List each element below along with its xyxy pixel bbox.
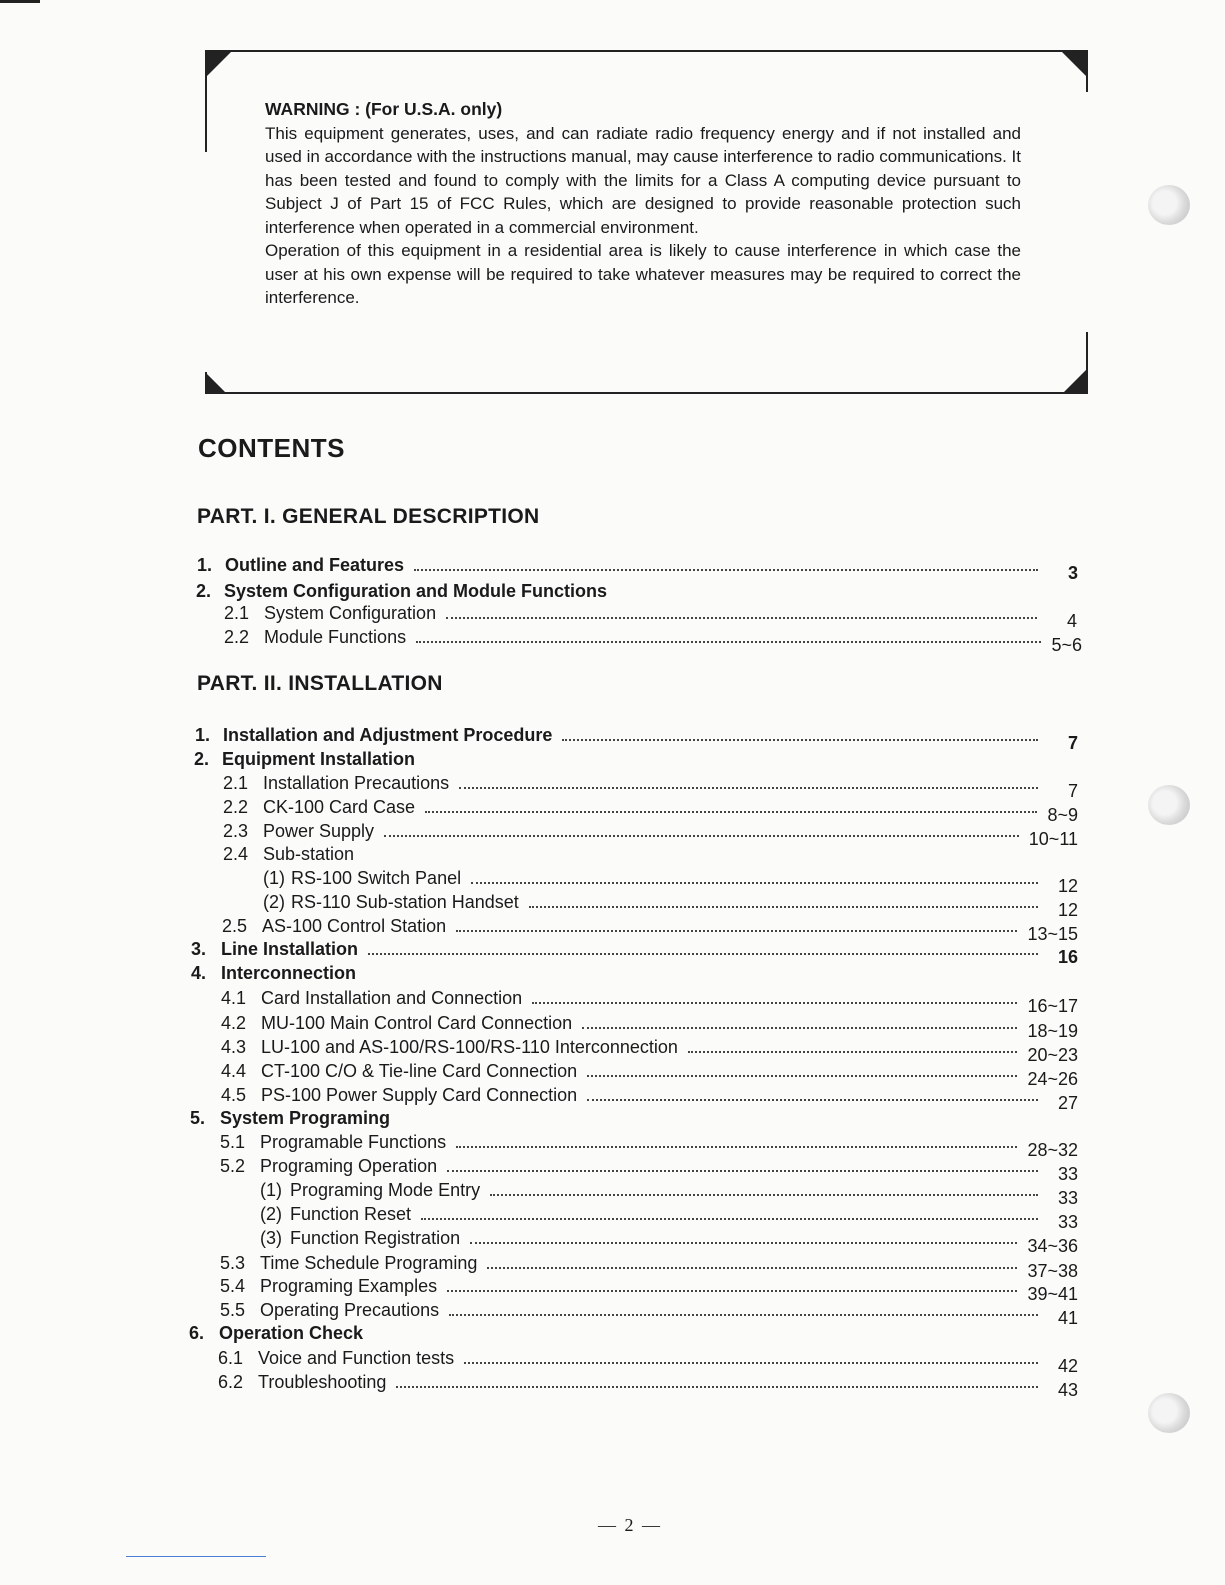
toc-entry[interactable] [220,1129,1078,1160]
corner-mark [205,52,231,78]
toc-entry[interactable] [190,1105,1078,1129]
toc-number: 1. [197,555,213,575]
toc-title: Time Schedule Programing [260,1253,478,1273]
toc-number: 2. [194,749,210,769]
toc-title: Programing Examples [260,1276,438,1296]
toc-entry[interactable] [191,936,1078,967]
toc-page: 39~41 [1027,1284,1078,1304]
toc-page: 8~9 [1047,805,1078,825]
toc-title: Installation and Adjustment Procedure [223,725,553,745]
dot-leader [446,617,1037,619]
toc-page: 10~11 [1028,829,1078,849]
toc-page: 24~26 [1027,1069,1078,1089]
toc-entry[interactable] [191,960,1078,984]
warning-text [265,98,1021,310]
toc-number: 5.5 [220,1300,246,1320]
dot-leader [447,1170,1038,1172]
dot-leader [449,1314,1038,1316]
toc-page: 3 [1067,563,1078,583]
toc-number: 4. [191,963,207,983]
toc-entry[interactable] [189,1320,1078,1344]
warning-title: WARNING : (For U.S.A. only) [265,99,503,119]
toc-page: 12 [1057,900,1078,920]
dot-leader [456,1146,1017,1148]
toc-entry[interactable] [223,770,1078,801]
toc-entry[interactable] [220,1273,1078,1304]
toc-number: 3. [191,939,207,959]
toc-title: Card Installation and Connection [261,988,523,1008]
toc-number: 4.2 [221,1013,247,1033]
toc-page: 16 [1057,947,1078,967]
dot-leader [688,1051,1018,1053]
toc-title: RS-100 Switch Panel [291,868,462,888]
toc-number: 5. [190,1108,206,1128]
warning-box [205,50,1088,394]
toc-title: AS-100 Control Station [262,916,447,936]
toc-number: 2.4 [223,844,249,864]
toc-page: 33 [1057,1188,1078,1208]
toc-title: Equipment Installation [222,749,416,769]
warning-paragraph-1: This equipment generates, uses, and can radiate radio frequency energy and if not installed and used in accordance with the instructions manual, may cause interference to radio communications. It has been tested and found to comply with the limits for a Class A computing device pursuant to Subject J of Part 15 of FCC Rules, which are designed to provide reasonable protection such interference when operated in a commercial environment. [265,123,1021,237]
toc-number: 2. [196,581,212,601]
toc-page: 33 [1057,1164,1078,1184]
dot-leader [414,569,1038,571]
toc-number: (1) [263,868,285,888]
toc-entry[interactable] [222,913,1078,944]
toc-entry[interactable] [220,1250,1078,1281]
toc-number: 4.5 [221,1085,247,1105]
warning-paragraph-2: Operation of this equipment in a residential area is likely to cause interference in which case the user at his own expense will be required to take whatever measures may be required to correct the interference. [265,241,1021,307]
dot-leader [532,1002,1017,1004]
dot-leader [587,1099,1038,1101]
part-heading: PART. II. INSTALLATION [197,672,443,695]
toc-entry[interactable] [260,1201,1078,1232]
toc-entry[interactable] [224,600,1077,631]
toc-page: 13~15 [1027,924,1078,944]
toc-title: Operation Check [219,1323,364,1343]
toc-title: Function Reset [290,1204,412,1224]
toc-number: 6.1 [218,1348,244,1368]
toc-title: RS-110 Sub-station Handset [291,892,519,912]
toc-page: 18~19 [1027,1021,1078,1041]
toc-entry[interactable] [221,1034,1078,1065]
toc-page: 16~17 [1027,996,1078,1016]
toc-page: 5~6 [1051,635,1082,655]
toc-title: MU-100 Main Control Card Connection [261,1013,573,1033]
toc-title: System Configuration [264,603,437,623]
toc-number: 5.1 [220,1132,246,1152]
contents-heading: CONTENTS [198,433,345,463]
toc-entry[interactable] [195,722,1078,753]
toc-entry[interactable] [197,552,1078,583]
toc-entry[interactable] [221,1010,1078,1041]
toc-number: (3) [260,1228,282,1248]
toc-title: Operating Precautions [260,1300,440,1320]
toc-title: System Configuration and Module Functions [224,581,608,601]
toc-number: 5.4 [220,1276,246,1296]
toc-page: 27 [1057,1093,1078,1113]
dot-leader [587,1075,1017,1077]
toc-entry[interactable] [221,1058,1078,1089]
toc-number: (2) [260,1204,282,1224]
toc-title: LU-100 and AS-100/RS-100/RS-110 Interconnection [261,1037,678,1057]
punch-hole [1148,1393,1190,1433]
toc-page: 12 [1057,876,1078,896]
toc-title: Installation Precautions [263,773,450,793]
toc-page: 4 [1066,611,1077,631]
dot-leader [470,1242,1017,1244]
toc-page: 43 [1057,1380,1078,1400]
toc-title: System Programing [220,1108,391,1128]
part-heading: PART. I. GENERAL DESCRIPTION [197,505,540,528]
corner-mark [205,372,225,392]
toc-title: CT-100 C/O & Tie-line Card Connection [261,1061,578,1081]
toc-title: Outline and Features [225,555,405,575]
page-number: — 2 — [598,1515,662,1535]
toc-page: 7 [1067,733,1078,753]
toc-title: Troubleshooting [258,1372,387,1392]
toc-page: 42 [1057,1356,1078,1376]
toc-page: 20~23 [1027,1045,1078,1065]
dot-leader [490,1194,1038,1196]
dot-leader [582,1027,1017,1029]
toc-entry[interactable] [218,1369,1078,1400]
toc-number: 1. [195,725,211,745]
toc-title: Voice and Function tests [258,1348,455,1368]
toc-number: 2.2 [224,627,250,647]
toc-entry[interactable] [223,794,1078,825]
punch-hole [1148,185,1190,225]
toc-entry[interactable] [221,1082,1078,1113]
toc-page: 34~36 [1027,1236,1078,1256]
toc-page: 7 [1067,781,1078,801]
toc-entry[interactable] [260,1225,1078,1256]
dot-leader [447,1290,1017,1292]
toc-number: 6.2 [218,1372,244,1392]
box-edge [1086,332,1088,392]
toc-title: Power Supply [263,821,375,841]
toc-entry[interactable] [263,889,1078,920]
toc-title: Programing Mode Entry [290,1180,481,1200]
dot-leader [464,1362,1038,1364]
toc-title: PS-100 Power Supply Card Connection [261,1085,578,1105]
toc-entry[interactable] [263,865,1078,896]
toc-number: 6. [189,1323,205,1343]
dot-leader [471,882,1038,884]
dot-leader [487,1267,1017,1269]
toc-title: Module Functions [264,627,407,647]
toc-entry[interactable] [220,1153,1078,1184]
toc-title: Line Installation [221,939,359,959]
dot-leader [396,1386,1038,1388]
toc-page: 41 [1057,1308,1078,1328]
toc-number: 4.1 [221,988,247,1008]
toc-number: 4.4 [221,1061,247,1081]
toc-page: 37~38 [1027,1261,1078,1281]
toc-number: 5.3 [220,1253,246,1273]
toc-entry[interactable] [260,1177,1078,1208]
toc-number: 5.2 [220,1156,246,1176]
box-edge [1086,52,1088,92]
toc-page: 28~32 [1027,1140,1078,1160]
dot-leader [529,906,1038,908]
dot-leader [384,835,1019,837]
dot-leader [562,739,1038,741]
dot-leader [425,811,1037,813]
dot-leader [459,787,1038,789]
toc-number: 4.3 [221,1037,247,1057]
toc-number: 2.1 [223,773,249,793]
top-edge-mark [0,0,40,3]
toc-number: 2.1 [224,603,250,623]
toc-entry[interactable] [220,1297,1078,1328]
toc-title: CK-100 Card Case [263,797,416,817]
toc-number: 2.5 [222,916,248,936]
toc-entry[interactable] [221,985,1078,1016]
toc-entry[interactable] [196,578,1077,602]
toc-number: 2.2 [223,797,249,817]
toc-entry[interactable] [194,746,1077,770]
bottom-edge-line [126,1556,266,1557]
toc-entry[interactable] [223,818,1078,849]
dot-leader [456,930,1017,932]
dot-leader [368,953,1038,955]
corner-mark [1064,368,1088,392]
toc-title: Programing Operation [260,1156,438,1176]
toc-title: Programable Functions [260,1132,447,1152]
toc-entry[interactable] [218,1345,1078,1376]
toc-entry[interactable] [223,841,1078,865]
toc-number: (1) [260,1180,282,1200]
dot-leader [421,1218,1038,1220]
toc-title: Function Registration [290,1228,461,1248]
toc-number: 2.3 [223,821,249,841]
toc-number: (2) [263,892,285,912]
toc-title: Interconnection [221,963,357,983]
dot-leader [416,641,1041,643]
toc-title: Sub-station [263,844,355,864]
toc-entry[interactable] [224,624,1082,655]
corner-mark [1062,52,1088,78]
punch-hole [1148,785,1190,825]
toc-page: 33 [1057,1212,1078,1232]
